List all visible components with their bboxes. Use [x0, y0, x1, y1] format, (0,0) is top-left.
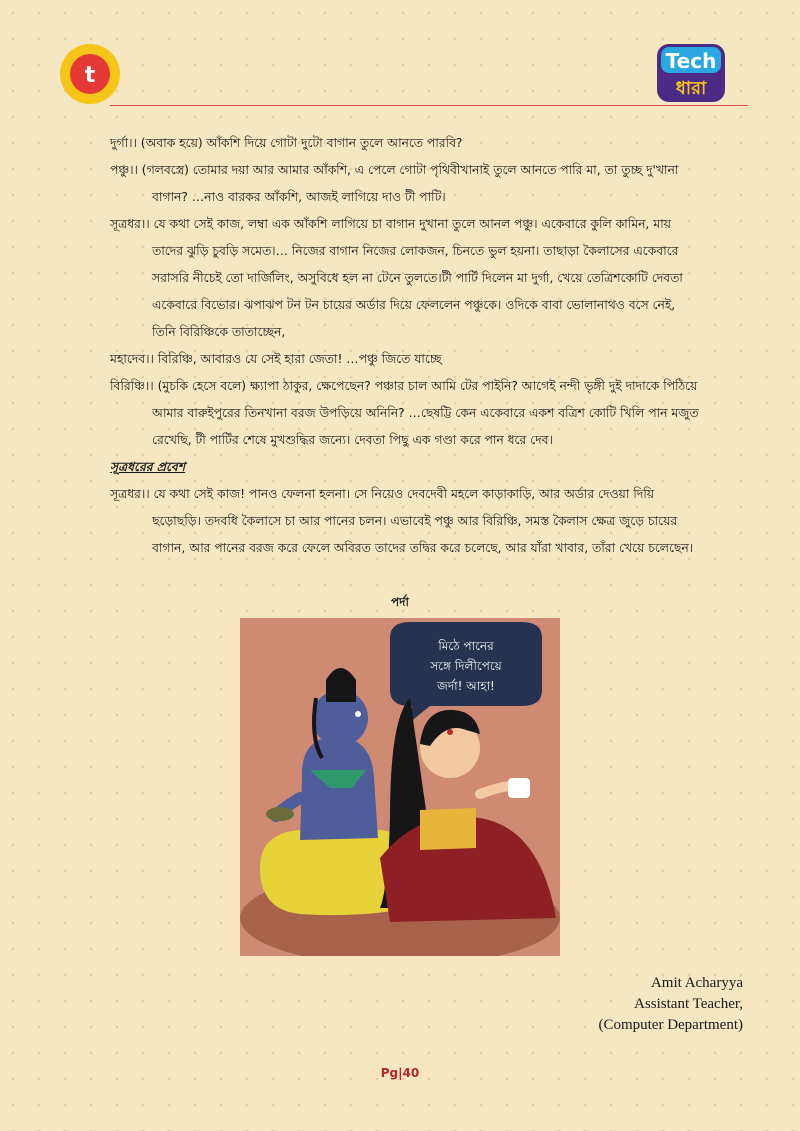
author-signature — [598, 973, 743, 1036]
dialogue-durga — [110, 130, 700, 157]
techno-india-logo-icon — [58, 42, 122, 106]
dialogue-narrator — [110, 211, 700, 346]
speaker-name: মহাদেব।। — [110, 352, 154, 366]
dialogue-text: (অবাক হয়ে) আঁকশি দিয়ে গোটা দুটো বাগান তুলে আনতে পারবি? — [136, 136, 463, 150]
dialogue-text: যে কথা সেই কাজ! পানও ফেলনা হলনা। সে নিয়েও দেবদেবী মহলে কাড়াকাড়ি, আর অর্ডার দেওয়া দিয়ি ছড়োছড়ি। তদবধি কৈলাসে চা আর পানের চলন। এভাবেই পঞ্চু আর বিরিঞ্চি, সমস্ত কৈলাস ক্ষেত্র জুড়ে চায়ের বাগান, আর পানের বরজ করে ফেলে অবিরত তাদের তদ্বির করে চলেছে, আর যাঁরা খাবার, তাঁরা খেয়ে চলেছেন। — [149, 487, 694, 555]
speaker-name: বিরিঞ্চি।। — [110, 379, 154, 393]
bubble-line-3: জর্দা! আহা! — [437, 679, 495, 693]
author-role: Assistant Teacher, — [634, 996, 743, 1012]
page-number: Pg|40 — [380, 1066, 420, 1080]
header-divider — [110, 105, 748, 106]
author-name: Amit Acharyya — [650, 975, 743, 991]
curtain-label: পর্দা — [391, 595, 409, 609]
dialogue-birinchi — [110, 373, 700, 454]
speaker-name: পঞ্চু।। — [110, 163, 138, 177]
svg-text:t: t — [84, 63, 96, 88]
speaker-name: দুর্গা।। — [110, 136, 137, 150]
logo-dhara-text: ধারা — [675, 78, 707, 99]
dialogue-text: যে কথা সেই কাজ, লম্বা এক আঁকশি লাগিয়ে চা বাগান দুখানা তুলে আনল পঞ্চু। একেবারে কুলি কামিন, মায় তাদের ঝুড়ি চুবড়ি সমেত।… নিজের বাগান নিজের লোকজন, চিনতে ভুল হয়না। তাছাড়া কৈলাসের একেবারে সরাসরি নীচেই তো দার্জিলিং, অসুবিধে হল না টেনে তুলতে।টী পার্টি দিলেন মা দুর্গা, খেয়ে তেত্রিশকোটি দেবতা একেবারে বিভোর। ঝপাঝপ টন টন চায়ের অর্ডার দিয়ে ফেললেন পঞ্চুকে। ওদিকে বাবা ভোলানাথও বসে নেই, তিনি বিরিঞ্চিকে তাতাচ্ছেন, — [149, 217, 683, 339]
dialogue-panchu — [110, 157, 700, 211]
dialogue-mahadev — [110, 346, 700, 373]
logo-tech-text: Tech — [665, 49, 717, 73]
cartoon-illustration — [240, 618, 560, 956]
dialogue-text: বিরিঞ্চি, আবারও যে সেই হারা জেতা! …পঞ্চু জিতে যাচ্ছে — [153, 352, 442, 366]
dialogue-text: (গলবস্ত্রে) তোমার দয়া আর আমার আঁকশি, এ পেলে গোটা পৃথিবীখানাই তুলে আনতে পারি মা, তা তুচ্ছ দু'খানা বাগান? …নাও বারকর আঁকশি, আজই লাগিয়ে দাও টী পাটি। — [137, 163, 679, 204]
bubble-line-2: সঙ্গে দিলীপেয়ে — [430, 659, 502, 673]
dialogue-narrator-final — [110, 481, 700, 562]
story-text — [110, 130, 700, 562]
dialogue-text: (মুচকি হেসে বলে) ক্ষ্যাপা ঠাকুর, ক্ষেপেছেন? পঞ্চার চাল আমি টের পাইনি? আগেই নন্দী ভৃঙ্গী দুই দাদাকে পিঠিয়ে আমার বারুইপুরের তিনখানা বরজ উপড়িয়ে অনিনি? …ছেষট্টি কেন একেবারে একশ বত্রিশ কোটি খিলি পান মজুত রেখেছি, টী পার্টির শেষে মুখশুদ্ধির জন্যে। দেবতা পিছু এক গণ্ডা করে পান ধরে দেব। — [152, 379, 699, 447]
author-department: (Computer Department) — [598, 1017, 743, 1033]
bubble-line-1: মিঠে পানের — [438, 639, 494, 653]
speaker-name: সূত্রধর।। — [110, 217, 150, 231]
section-title: সূত্রধরের প্রবেশ — [110, 460, 186, 474]
tech-dhara-logo-icon — [655, 42, 727, 104]
speaker-name: সূত্রধর।। — [110, 487, 150, 501]
